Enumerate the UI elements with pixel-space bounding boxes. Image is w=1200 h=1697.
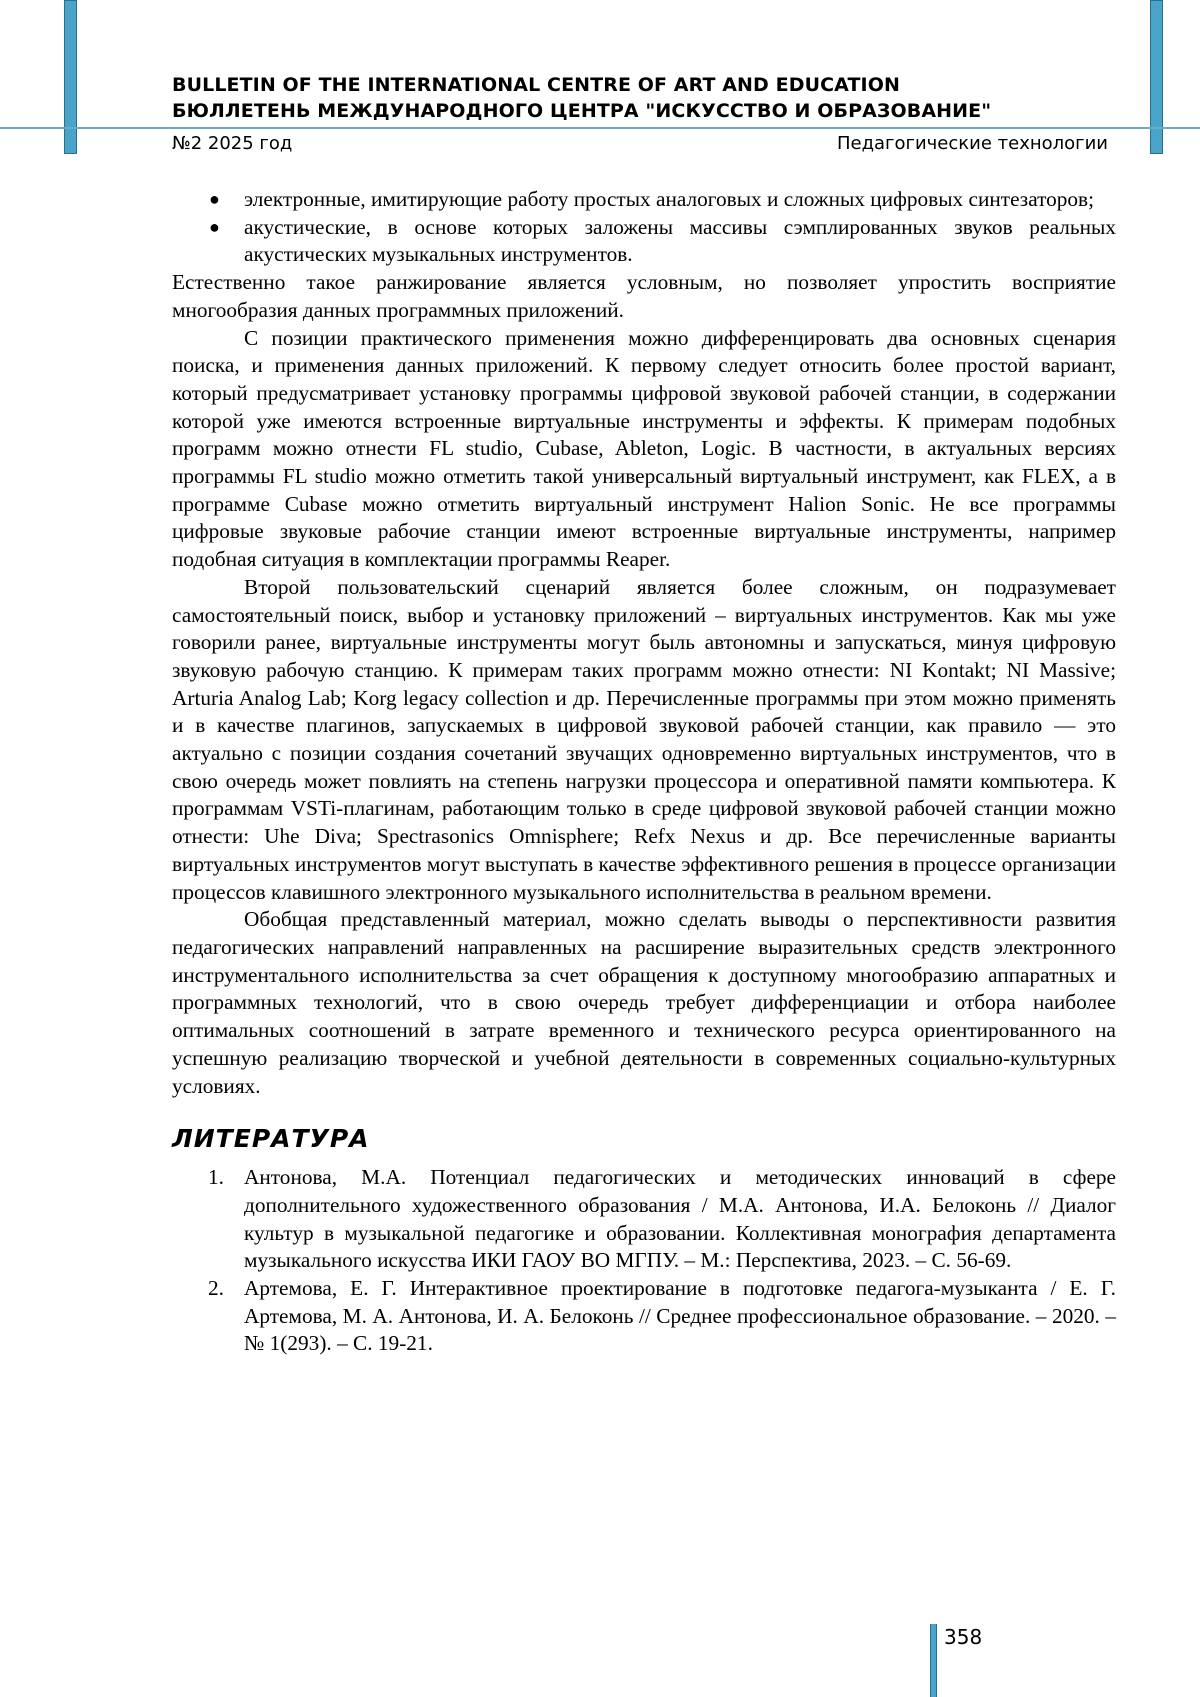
references-heading: ЛИТЕРАТУРА xyxy=(172,1124,370,1154)
bullet-icon: ● xyxy=(209,189,220,209)
paragraph: Естественно такое ранжирование является условным, но позволяет упростить восприятие многообразия данных программных приложений. xyxy=(172,270,1116,322)
references-list xyxy=(172,1164,1116,1358)
journal-title-russian: БЮЛЛЕТЕНЬ МЕЖДУНАРОДНОГО ЦЕНТРА "ИСКУССТВО И ОБРАЗОВАНИЕ" xyxy=(172,100,992,122)
list-item xyxy=(172,214,1116,269)
list-item xyxy=(172,186,1116,214)
reference-number: 2. xyxy=(208,1276,224,1301)
reference-item xyxy=(172,1275,1116,1358)
reference-text: Антонова, М.А. Потенциал педагогических и методических инноваций в сфере дополнительного художественного образования / М.А. Антонова, И.А. Белоконь // Диалог культур в музыкальной педагогике и образовании. Коллективная монография департамента музыкального искусства ИКИ ГАОУ ВО МГПУ. – М.: Перспектива, 2023. – С. 56-69. xyxy=(244,1165,1116,1273)
paragraph: Обобщая представленный материал, можно сделать выводы о перспективности развития педагогических направлений направленных на расширение выразительных средств электронного инструментального исполнительства за счет обращения к доступному многообразию аппаратных и программных технологий, что в свою очередь требует дифференциации и отбора наиболее оптимальных соотношений в затрате временного и технического ресурса ориентированного на успешную реализацию творческой и учебной деятельности в современных социально-культурных условиях. xyxy=(172,907,1116,1098)
section-label: Педагогические технологии xyxy=(836,133,1108,154)
journal-title-english: BULLETIN OF THE INTERNATIONAL CENTRE OF ART AND EDUCATION xyxy=(172,74,900,96)
page-number: 358 xyxy=(944,1625,983,1649)
header-right-accent-bar xyxy=(1150,0,1163,154)
page-number-accent-bar xyxy=(930,1624,937,1697)
reference-item xyxy=(172,1164,1116,1275)
issue-label: №2 2025 год xyxy=(172,133,293,154)
header-divider xyxy=(0,127,1200,129)
bullet-list xyxy=(172,186,1116,269)
bullet-icon: ● xyxy=(209,216,220,237)
paragraph: Второй пользовательский сценарий является более сложным, он подразумевает самостоятельный поиск, выбор и установку приложений – виртуальных инструментов. Как мы уже говорили ранее, виртуальные инструменты могут быль автономны и запускаться, минуя цифровую звуковую рабочую станцию. К примерам таких программ можно отнести: NI Kontakt; NI Massive; Arturia Analog Lab; Korg legacy collection и др. Перечисленные программы при этом можно применять и в качестве плагинов, запускаемых в цифровой звуковой рабочей станции, как правило — это актуально с позиции создания сочетаний звучащих одновременно виртуальных инструментов, что в свою очередь может повлиять на степень нагрузки процессора и оперативной памяти компьютера. К программам VSTi-плагинам, работающим только в среде цифровой звуковой рабочей станции можно отнести: Uhe Diva; Spectrasonics Omnisphere; Refx Nexus и др. Все перечисленные варианты виртуальных инструментов могут выступать в качестве эффективного решения в процессе организации процессов клавишного электронного музыкального исполнительства в реальном времени. xyxy=(172,574,1116,904)
paragraph: С позиции практического применения можно дифференцировать два основных сценария поиска, и применения данных приложений. К первому следует относить более простой вариант, который предусматривает установку программы цифровой звуковой рабочей станции, в содержании которой уже имеются встроенные виртуальные инструменты и эффекты. К примерам подобных программ можно отнести FL studio, Cubase, Ableton, Logic. В частности, в актуальных версиях программы FL studio можно отметить такой универсальный виртуальный инструмент, как FLEX, а в программе Cubase можно отметить виртуальный инструмент Halion Sonic. Не все программы цифровые звуковые рабочие станции имеют встроенные виртуальные инструменты, например подобная ситуация в комплектации программы Reaper. xyxy=(172,325,1116,572)
list-item-text: электронные, имитирующие работу простых аналоговых и сложных цифровых синтезаторов; xyxy=(244,187,1095,211)
article-body xyxy=(172,186,1116,1358)
list-item-text: акустические, в основе которых заложены массивы сэмплированных звуков реальных акустических музыкальных инструментов. xyxy=(244,214,1116,267)
header-left-accent-bar xyxy=(64,0,77,154)
reference-text: Артемова, Е. Г. Интерактивное проектирование в подготовке педагога-музыканта / Е. Г. Артемова, М. А. Антонова, И. А. Белоконь // Среднее профессиональное образование. – 2020. – № 1(293). – С. 19-21. xyxy=(244,1276,1116,1356)
reference-number: 1. xyxy=(208,1165,224,1190)
